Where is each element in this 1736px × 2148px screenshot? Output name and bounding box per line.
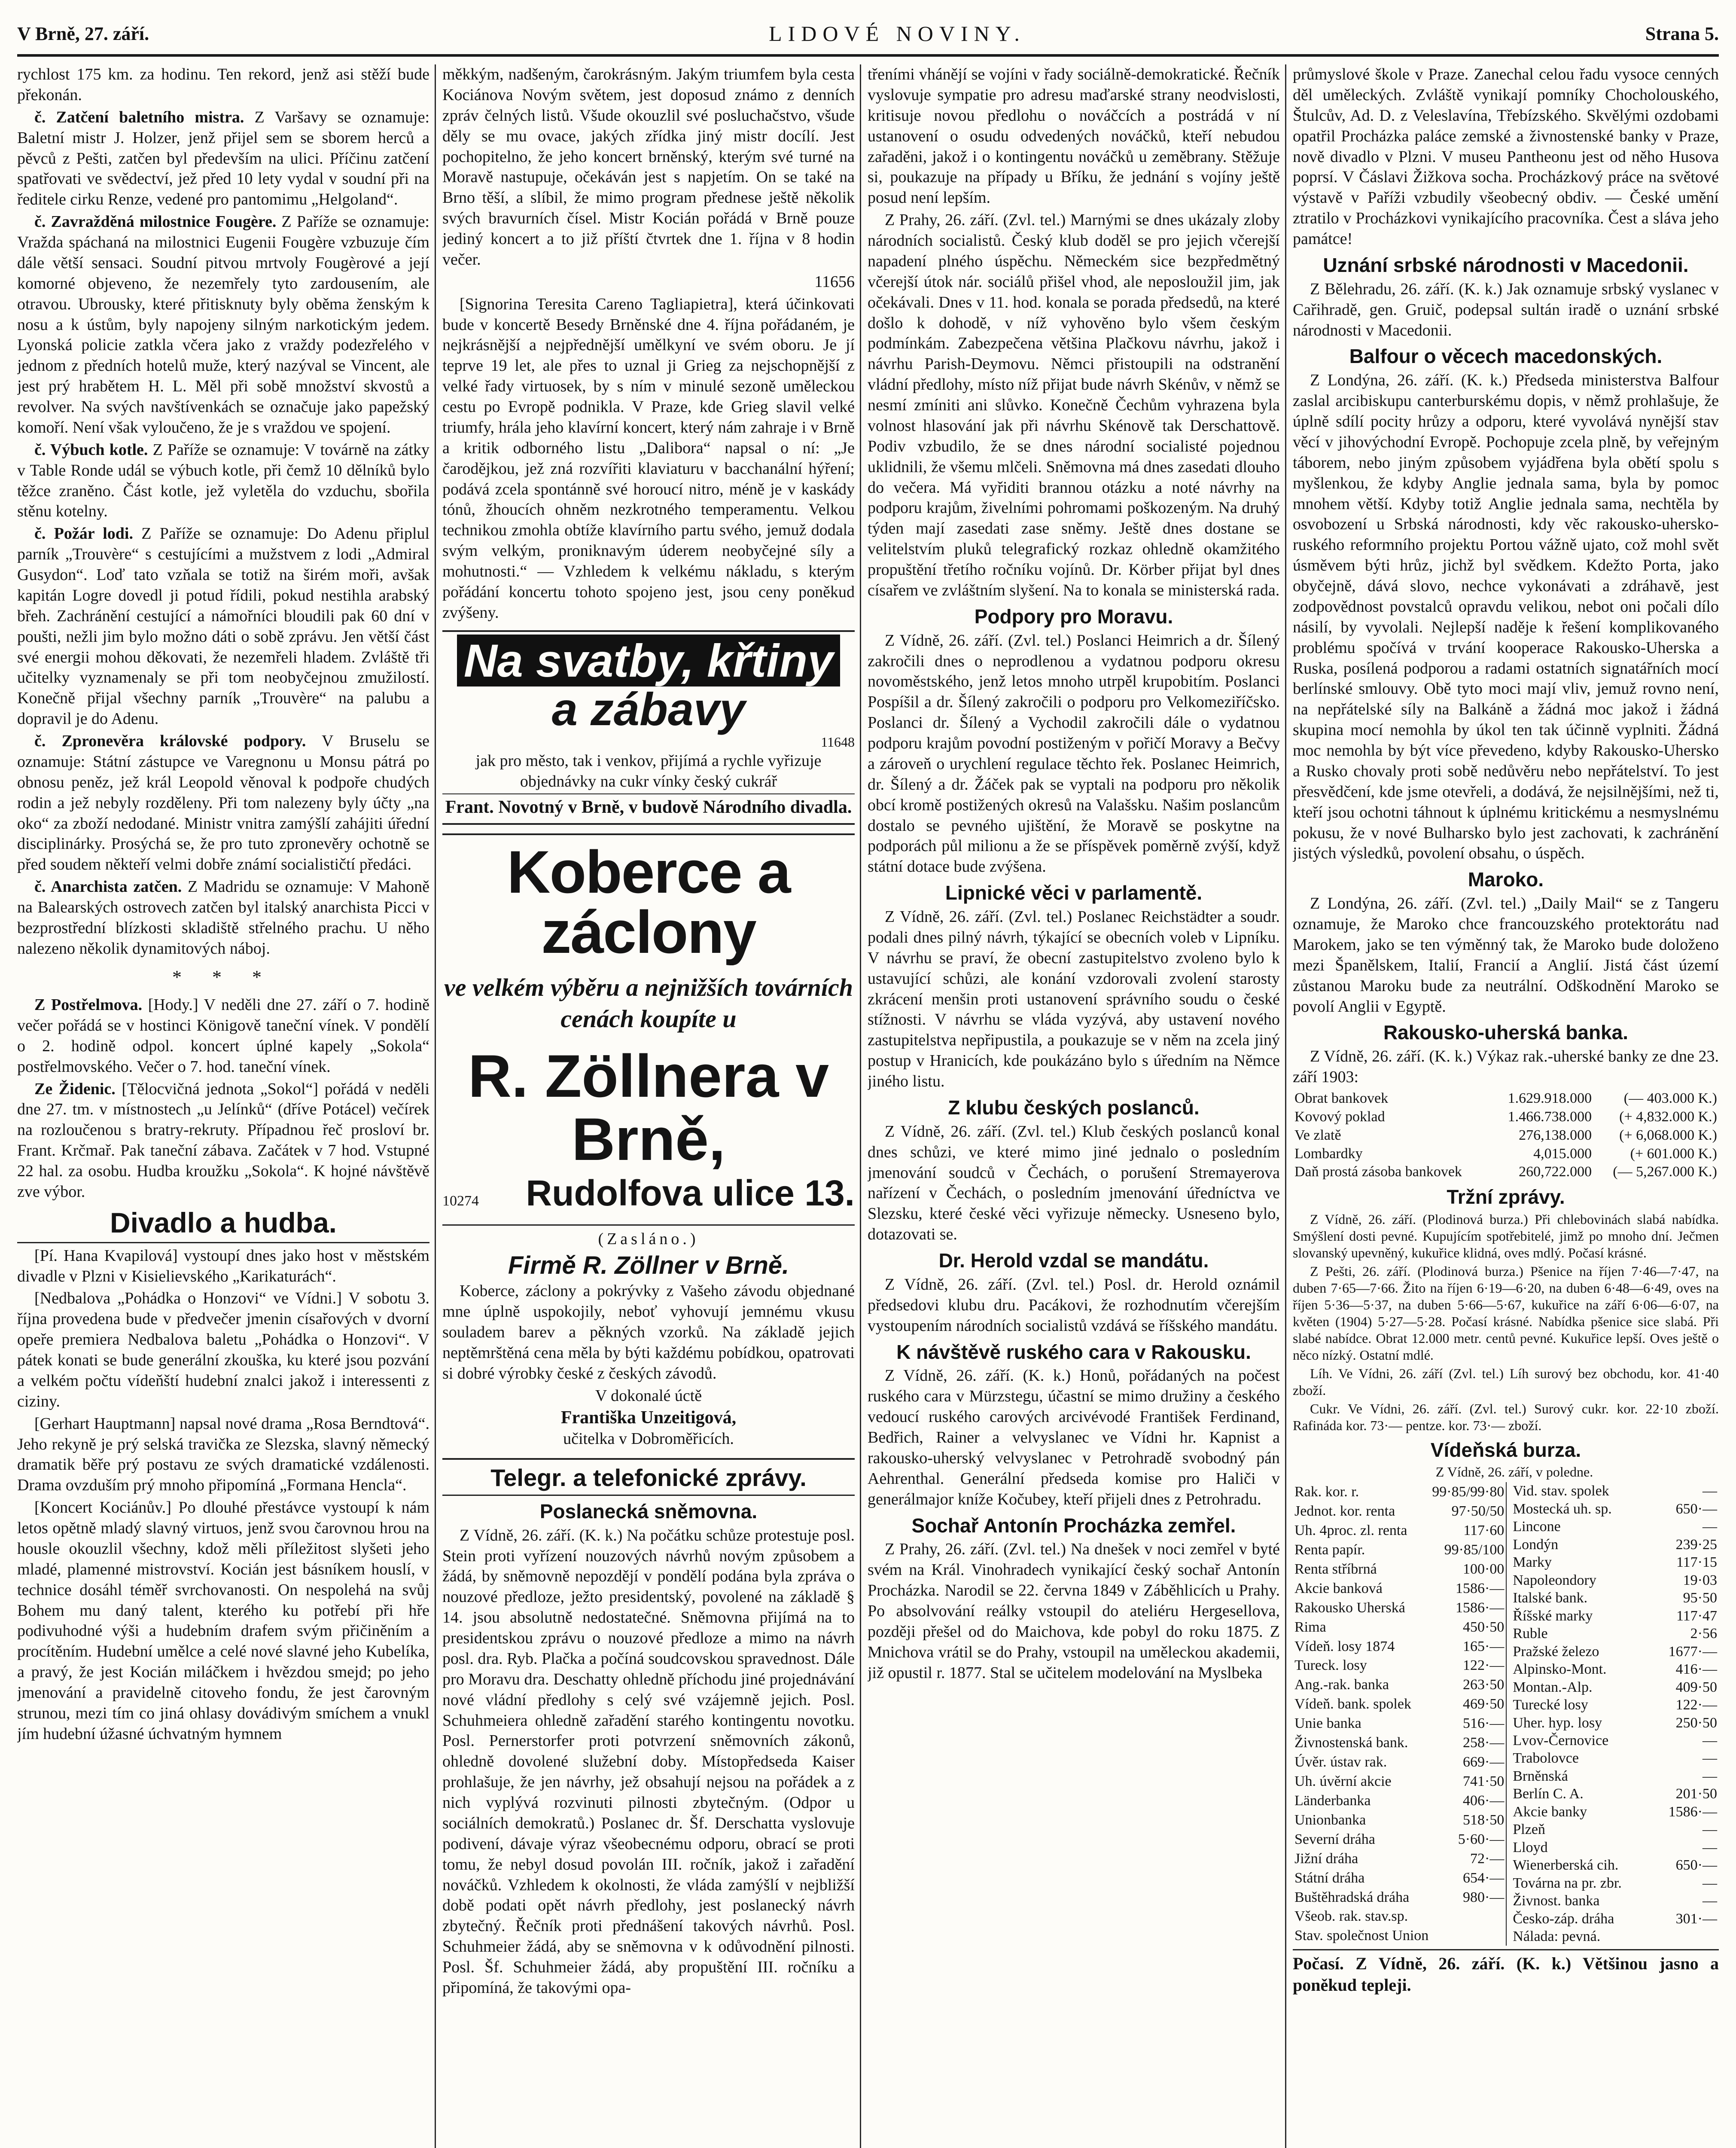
subheading: K návštěvě ruského cara v Rakousku. — [896, 1340, 1251, 1363]
row-label: Říšské marky — [1513, 1608, 1593, 1624]
stock-row — [1511, 1536, 1719, 1553]
stock-row — [1293, 1617, 1506, 1637]
stock-row — [1511, 1910, 1719, 1928]
column-1 — [17, 64, 429, 2148]
row-label: Česko-záp. dráha — [1513, 1910, 1614, 1927]
telegraph-item: Z Vídně, 26. září. (K. k.) Na počátku schůze protestuje posl. Stein proti vyřízení nouzových návrhů novým způsobem a žádá, by sněmovně nepozdějí v pondělí podána byla zpráva o nouzové předloze, ježto presidentský, povolené na základě § 14. jsou absolutně nedostatečné. Sněmovna přijímá na to presidentskou zprávu o nouzové předloze a mimo na návrh posl. dra. Ryb. Plačka a počíná soudcovskou spravednost. Dále pro Moravu dra. Deschatty ohledně příchodu jiné projednávání nové vládní předlohy s celý své vzájemně jejich. Posl. Schuhmeiera ohledně zařadění starého kontingentu novotku. Posl. Pernerstorfer proti potvrzení sněmovních zákonů, ohledně dovolené služební doby. Místopředseda Kaiser prohlašuje, že jen návrhy, jež obsahují nejsou na pořádek a z nich vyplývá rozvinuti pilnosti zbytečným. (Odpor u sociálních demokratů.) Poslanec dr. Šf. Derschatta vyslovuje podivení, dávaje výraz všeobecnému odporu, obrací se proti tomu, že nebyl dosud povolán III. ročník, jakož i zařadění nováčků. Vzhledem k okolnosti, že vláda zamýšlí v nejbližší době podati opět návrh předlohy, jest poslanecký návrh zbytečný. Řečník proti přednášení takových návrhů. Posl. Schuhmeier žádá, aby se sněmovna v k odůvodnění pilnosti. Posl. Šf. Schuhmeier žádá, aby propuštění III. ročníku a připomíná, že takovými opa- — [442, 1526, 855, 1997]
row-value: 1677·— — [1668, 1643, 1717, 1660]
advert-body: jak pro město, tak i venkov, přijímá a rychle vyřizuje objednávky na cukr vínky český cukrář — [475, 751, 822, 790]
stock-row — [1511, 1874, 1719, 1892]
stock-row — [1293, 1888, 1506, 1907]
row-value: 263·50 — [1463, 1677, 1505, 1693]
telegraph-item: Z Vídně, 26. září. (K. k.) Výkaz rak.-uherské banky ze dne 23. září 1903: — [1293, 1047, 1719, 1086]
stock-row — [1511, 1928, 1719, 1945]
row-label: Uh. úvěrní akcie — [1294, 1773, 1392, 1789]
stock-row — [1511, 1482, 1719, 1500]
row-label: Alpinsko-Mont. — [1513, 1661, 1607, 1678]
stock-row — [1293, 1849, 1506, 1868]
row-value: — — [1702, 1822, 1717, 1838]
row-value: — — [1702, 1519, 1717, 1535]
stock-row — [1293, 1695, 1506, 1714]
row-value: 406·— — [1463, 1792, 1505, 1809]
stock-table-left — [1293, 1482, 1507, 1945]
stock-row — [1293, 1540, 1506, 1559]
advert-headline-2: a zábavy — [551, 683, 746, 735]
stock-row — [1293, 1656, 1506, 1675]
row-label: Wienerberská cih. — [1513, 1857, 1619, 1873]
advert-number: 11648 — [821, 734, 855, 750]
zaslano-body: Koberce, záclony a pokrývky z Vašeho závodu objednané mne úplně uspokojily, neboť vyhovují jemnému vkusu souladem barev a pěkných vzorků. Na základě jejich neptěmrštěná cena měla by býti každému pobídkou, opatrovati si dobré výrobky české z českých závodů. — [442, 1282, 855, 1382]
telegraph-item: Z Vídně, 26. září. (K. k.) Honů, pořádaných na počest ruského cara v Mürzstegu, účastní se mimo družiny a českého vedoucí ruského carových arcivévodé František Ferdinand, Bedřich, Rainer a velvyslanec ve Vídni hr. Kapnist a rakousko-uherský velvyslanec v Petrohradě svobodný pán Aehrenthal. Generální předseda komise pro Haliči v generálmajor kníže Kočubey, kteří přijeli dnes z Petrohradu. — [868, 1367, 1280, 1508]
stock-row — [1511, 1839, 1719, 1856]
news-body: Z Madridu se oznamuje: V Mahoně na Balearských ostrovech zatčen byl italský anarchista Picci v bezprostřední blízkosti skladiště střelného prachu. U něho nalezeno několik dynamitových náboj. — [17, 878, 429, 958]
row-value: — — [1702, 1732, 1717, 1748]
subheading: Uznání srbské národnosti v Macedonii. — [1323, 253, 1689, 276]
theatre-item: [Signorina Teresita Careno Tagliapietra], která účinkovati bude v koncertě Besedy Brněnské dne 4. října pořádaném, je nejkrásnější a nejpřednější umělkyní ve svém oboru. Je jí teprve 19 let, ale přes to uznal ji Grieg za nejschopnější z velké řady virtuosek, by s ním v minulé sezoně uměleckou cestu po Evropě podnikla. V Praze, kde Grieg slavil velké triumfy, hrála jeho klavírní koncert, který nám zahraje i v Brně a kritik odborného listu „Dalibora“ napsal o ní: „Je čarodějkou, jež zná rozvířiti klaviaturu v bacchanální hýření; podává zcela spontánně své horoucí nitro, méně je v kaskády tónů, žhoucích ohněm nezkrotného temperamentu. Velkou technikou zmohla obtíže klavírního partu svého, jemuž dodala svým velkým, proniknavým úderem neobyčejné síly a mohutnosti.“ — Vzhledem k velkému nákladu, s kterým pořádání koncertu tohoto spojeno jest, jsou ceny poněkud zvýšeny. — [442, 295, 855, 622]
row-value: 650·— — [1675, 1857, 1717, 1873]
advert-zollner — [442, 833, 855, 1216]
row-label: Nálada: pevná. — [1513, 1928, 1601, 1945]
header-date: V Brně, 27. září. — [17, 23, 149, 44]
news-title: č. Zavražděná milostnice Fougère. — [34, 213, 277, 231]
row-label: Jednot. kor. renta — [1294, 1503, 1395, 1519]
advert-cukrar — [442, 630, 855, 825]
row-label: Länderbanka — [1294, 1792, 1371, 1809]
row-label: Lvov-Černovice — [1513, 1732, 1609, 1748]
zaslano-signature: Františka Unzeitigová, — [560, 1407, 737, 1428]
row-label: Státní dráha — [1294, 1870, 1365, 1886]
advert-headline: Koberce a záclony — [507, 838, 790, 966]
row-label: Rak. kor. r. — [1294, 1484, 1359, 1500]
stock-row — [1293, 1868, 1506, 1888]
advert-firm: R. Zöllnera v Brně, — [468, 1042, 829, 1173]
article-number: 11656 — [814, 272, 855, 291]
row-label: Uh. 4proc. zl. renta — [1294, 1522, 1407, 1538]
stock-row — [1511, 1785, 1719, 1803]
row-label: Lincone — [1513, 1519, 1561, 1535]
market-item: Líh. Ve Vídni, 26. září (Zvl. tel.) Líh surový bez obchodu, kor. 41·40 zboží. — [1293, 1366, 1719, 1398]
row-value: 99·85/99·80 — [1432, 1484, 1505, 1500]
theatre-item: [Pí. Hana Kvapilová] vystoupí dnes jako host v městském divadle v Plzni v Kisielievského „Karikaturách“. — [17, 1246, 429, 1285]
row-label: Plzeň — [1513, 1822, 1545, 1838]
row-label: Všeob. rak. stav.sp. — [1294, 1908, 1408, 1925]
advert-address: Rudolfova ulice 13. — [526, 1172, 855, 1213]
news-item — [17, 524, 429, 729]
stock-row — [1511, 1696, 1719, 1714]
row-label: Vid. stav. spolek — [1513, 1483, 1609, 1499]
row-value: 1586·— — [1456, 1580, 1505, 1596]
news-item — [17, 440, 429, 522]
row-value: — — [1702, 1893, 1717, 1909]
weather-report: Počasí. Z Vídně, 26. září. (K. k.) Většinou jasno a poněkud tepleji. — [1293, 1949, 1719, 1996]
news-title: č. Zpronevěra královské podpory. — [34, 732, 306, 750]
subheading: Sochař Antonín Procházka zemřel. — [911, 1514, 1236, 1537]
row-label: Londýn — [1513, 1536, 1559, 1553]
column-3 — [868, 64, 1280, 2148]
news-title: č. Zatčení baletního mistra. — [34, 108, 244, 126]
stock-row — [1293, 1579, 1506, 1598]
row-label: Ve zlatě — [1294, 1127, 1341, 1143]
bank-report-table — [1293, 1089, 1719, 1181]
stock-row — [1511, 1643, 1719, 1660]
row-value: 516·— — [1463, 1715, 1505, 1732]
stock-row — [1293, 1501, 1506, 1521]
row-label: Jižní dráha — [1294, 1850, 1358, 1867]
news-body: Z Paříže se oznamuje: V továrně na zátky v Table Ronde udál se výbuch kotle, při čemž 10 dělníků bylo těžce zraněno. Část kotle, jež vyletěla do vzduchu, sbořila stěnu kotelny. — [17, 440, 429, 521]
stock-row — [1293, 1772, 1506, 1791]
subheading: Balfour o věcech macedonských. — [1349, 345, 1663, 368]
stock-row — [1511, 1500, 1719, 1518]
stock-row — [1511, 1678, 1719, 1696]
row-label: Akcie banky — [1513, 1803, 1587, 1820]
column-2 — [442, 64, 855, 2148]
stock-row — [1511, 1856, 1719, 1874]
row-value: 1.466.738.000 — [1508, 1108, 1592, 1125]
news-title: č. Výbuch kotle. — [34, 440, 148, 459]
advert-headline: Na svatby, křtiny — [457, 635, 840, 687]
row-value: 980·— — [1463, 1889, 1505, 1905]
row-value: (+ 4,832.000 K.) — [1619, 1108, 1717, 1125]
column-rule — [860, 64, 861, 2148]
column-rule — [435, 64, 436, 2148]
news-title: č. Anarchista zatčen. — [34, 878, 182, 896]
event-body: [Tělocvičná jednota „Sokol“] pořádá v neděli dne 27. tm. v místnostech „u Jelínků“ (dříve Potácel) večírek na rozloučenou s bratry-rekruty. Případnou řeč prosloví br. Frant. Krčmař. Pak taneční zábava. Začátek v 7 hod. Vstupné 22 hal. za osobu. Hudba kroužku „Sokola“. K hojné návštěvě zve výbor. — [17, 1080, 429, 1201]
market-item: Z Vídně, 26. září. (Plodinová burza.) Při chlebovinách slabá nabídka. Smýšlení dosti pevné. Kupujícím spotřebitelé, jimž po mnoho dní. Ječmen slovanský upevněný, kukuřice klidná, oves mdlý. Počasí krásné. — [1293, 1211, 1719, 1261]
section-separator: * * * — [172, 966, 274, 988]
row-label: Stav. společnost Union — [1294, 1928, 1429, 1944]
row-label: Ruble — [1513, 1626, 1548, 1642]
subheading: Z klubu českých poslanců. — [948, 1096, 1200, 1119]
subheading: Tržní zprávy. — [1447, 1186, 1565, 1208]
masthead-title: LIDOVÉ NOVINY. — [769, 21, 1026, 46]
row-value: (+ 601.000 K.) — [1630, 1145, 1717, 1162]
news-body: Z Paříže se oznamuje: Vražda spáchaná na milostnici Eugenii Fougère vzbuzuje čím dále větší sensaci. Soudní pitvou mrtvoly Fougèrové a její komorné objeveno, že nezemřely tyto zardousením, ale otravou. Ubrousky, které přitisknuty byly oběma ženským k nosu a k ústům, byly napojeny silným narkotickým jedem. Lyonská policie zatkla včera jako z vraždy podezřelého v jednom z předních hotelů muže, který nazýval se Vincent, ale jest prý hrabětem H. L. Měl při sobě množství skvostů a revolver. Na svých navštívenkách se označuje jako papežský komoří. Není však vyloučeno, že je s vraždou ve spojení. — [17, 213, 429, 436]
row-value: 669·— — [1463, 1754, 1505, 1770]
row-value: 122·— — [1463, 1657, 1505, 1674]
telegraph-item: Z Prahy, 26. září. (Zvl. tel.) Na dnešek v noci zemřel v byté svém na Král. Vinohradech vynikající český sochař Antonín Procházka. Narodil se 22. června 1849 v Záběhlicích u Prahy. Po absolvování reálky vstoupil do ateliéru Hergesellova, později přešel od do Maichova, kde pobyl do roku 1875. Z Mnichova vrátil se do Prahy, vstoupil na uměleckou akademii, již opustil r. 1877. Stal se učitelem modelování na Myslbeka — [868, 1540, 1280, 1682]
stock-row — [1293, 1810, 1506, 1830]
subheading: Podpory pro Moravu. — [974, 605, 1173, 628]
row-label: Berlín C. A. — [1513, 1786, 1584, 1802]
bank-row — [1293, 1108, 1719, 1126]
row-label: Unie banka — [1294, 1715, 1361, 1732]
stock-row — [1511, 1625, 1719, 1642]
row-value: 2·56 — [1690, 1626, 1717, 1642]
telegraph-item: Z Londýna, 26. září. (K. k.) Předseda ministerstva Balfour zaslal arcibiskupu canterburskému dopis, v němž prohlašuje, že úplně sdílí pocity hrůzy a odporu, které vyvolává nynější stav věcí v jihovýchodní Evropě. Pochopuje zcela plně, by veřejným táborem, nebo jiným způsobem vyjádřena byla obětí spolu s myšlenkou, že kdyby Anglie jednala sama, byla by pomoc mnohem větší. Kdyby totiž Anglie jednala sama, nechtěla by osvobození u Srbská národnosti, kdy věc rakousko-uhersko-ruského reformního projektu Portou vážně ujato, což mohl svět úsměvem býti hrůz, jichž byl svědkem. Kdežto Porta, jako obyčejně, dává slovo, nechce vykonávati a zdráhavě, jest zodpovědnost povstalců opravdu velikou, nebot oni počali dílo násilí, by vyvolali. Nejlepší naděje k řešení komplikovaného problému spočívá v trvání kooperace Rakousko-Uherska a Ruska, posílená podporou a radami ostatních signatářních mocí berlínské smlouvy. Obě tyto moci mají vliv, jemuž rovno není, na nepřátelské síly na Balkáně a žádná moc jakož i žádná skupina mocí nemohla by úkol ten tak účinně vyplniti. Žádná moc nemohla by být více převedeno, kdyby Rakousko-Uhersko a Rusko chovaly proti sobě nedůvěru nebo nepřátelství. To jest přesvědčení, kde jsme otevřeli, a dodává, že nejsilnějšími, než ti, kteří jsou ochotni táhnout k úplnému kritickému a nesmyslnému pokusu, že v nové Bulharsko bylo jest zachovati, k zachránění jistých výsledků, povolení obsahu, o úspěch. — [1293, 371, 1719, 863]
row-value: 117·47 — [1676, 1608, 1717, 1624]
telegraph-item: Z Londýna, 26. září. (Zvl. tel.) „Daily Mail“ se z Tangeru oznamuje, že Maroko chce francouzského protektorátu nad Marokem, jako se ten výměnný tak, že Maroko bude doloženo mezi Španělskem, Italií, Francií a Anglií. Jistá část území zůstanou Maroku bude za neutrální. Odškodnění Maroko se povolí Anglii v Egyptě. — [1293, 894, 1719, 1016]
stock-row — [1511, 1749, 1719, 1767]
stock-row — [1511, 1892, 1719, 1910]
row-value: 97·50/50 — [1451, 1503, 1505, 1519]
row-label: Živnostenská bank. — [1294, 1735, 1408, 1751]
row-label: Renta stříbrná — [1294, 1561, 1377, 1577]
telegraph-item: Z Prahy, 26. září. (Zvl. tel.) Marnými se dnes ukázaly zloby národních socialistů. Český klub doděl se pro jejich včerejší napadení plného úspěchu. Německém sice bezpředmětný včerejší útok nár. sociálů přišel vhod, ale neposloužil jim, jak očekávali. Dnes v 11. hod. konala se porada předsedů, na které došlo k dohodě, v níž vyhověno bylo všem českým podmínkám. Zabezpečena většina Plačkovu návrhu, jakož i návrhu Parish-Deymovu. Němci přistoupili na odstranění vládní předlohy, místo níž přijat bude návrh Skénův, v němž se nesmí zmíniti ani slůvko. Konečně Čechům vyhrazena byla volnost hlasování jak při návrhu Skénově tak Derschattově. Podiv vzbudilo, že se dnes národní socialisté pojednou uklidnili, že všemu mlčeli. Sněmovna má dnes zasedati dlouho do večera. Má vyřiditi brannou otázku a noté návrhy na podporu krajům, živelními pohromami poškozeným. Na druhý týden mají zasedati zase sněmy. Ještě dnes dostane se velitelstvím pluků telegrafický rozkaz ohledně okamžitého propuštění třetího ročníku vojínů. Dr. Körber přijat byl dnes císařem ve zvláštním slyšení. Na to konala se ministerská rada. — [868, 211, 1280, 599]
stock-row — [1511, 1589, 1719, 1607]
row-label: Uher. hyp. losy — [1513, 1715, 1602, 1731]
news-body: V Bruselu se oznamuje: Státní zástupce ve Varegnonu u Monsu pátrá po obnosu peněz, jež král Leopold věnoval k podpoře chudých rodin a jež nebyly rozděleny. Při tom nalezeny byly účty „na oko“ za zboží nedodané. Ministr vnitra zamýšlí zahájiti úřední disciplinárky. Prosýchá se, že pro tuto zpronevěry ochotně se před soudem někteří velmi dobře známí socialističtí předáci. — [17, 732, 429, 874]
row-value: 258·— — [1463, 1735, 1505, 1751]
row-value: 416·— — [1675, 1661, 1717, 1678]
zaslano-label: (Zasláno.) — [598, 1230, 699, 1248]
stock-row — [1511, 1518, 1719, 1535]
stock-row — [1293, 1926, 1506, 1946]
stock-row — [1511, 1803, 1719, 1821]
stock-row — [1511, 1714, 1719, 1732]
row-value: 165·— — [1463, 1638, 1505, 1654]
row-value: (— 403.000 K.) — [1623, 1090, 1717, 1107]
event-item — [17, 1079, 429, 1202]
row-label: Ang.-rak. banka — [1294, 1677, 1389, 1693]
stock-row — [1293, 1791, 1506, 1810]
row-value — [1653, 1928, 1719, 1945]
event-place: Ze Židenic. — [34, 1080, 116, 1098]
subheading: Vídeňská burza. — [1430, 1438, 1581, 1461]
row-value: 260,722.000 — [1519, 1164, 1592, 1180]
row-value: 117·60 — [1463, 1522, 1505, 1538]
row-value: — — [1702, 1750, 1717, 1767]
stock-row — [1293, 1675, 1506, 1695]
row-value: 201·50 — [1675, 1786, 1717, 1802]
row-value: (+ 6,068.000 K.) — [1619, 1127, 1717, 1143]
subheading: Rakousko-uherská banka. — [1383, 1021, 1629, 1044]
row-value — [1430, 1907, 1506, 1926]
row-value: — — [1702, 1768, 1717, 1784]
row-label: Pražské železo — [1513, 1643, 1599, 1660]
bank-row — [1293, 1145, 1719, 1163]
stock-row — [1511, 1732, 1719, 1749]
row-label: Buštěhradská dráha — [1294, 1889, 1410, 1905]
row-label: Lloyd — [1513, 1839, 1548, 1855]
stock-row — [1293, 1559, 1506, 1579]
row-label: Unionbanka — [1294, 1812, 1366, 1828]
row-value: 19·03 — [1683, 1572, 1717, 1588]
row-label: Továrna na pr. zbr. — [1513, 1875, 1622, 1891]
event-place: Z Postřelmova. — [34, 996, 143, 1014]
row-value: 4,015.000 — [1533, 1145, 1592, 1162]
row-label: Italské bank. — [1513, 1590, 1588, 1606]
row-label: Vídeň. bank. spolek — [1294, 1696, 1411, 1712]
row-value: — — [1702, 1875, 1717, 1891]
row-value: 654·— — [1463, 1870, 1505, 1886]
telegraph-item: Z Bělehradu, 26. září. (K. k.) Jak oznamuje srbský vyslanec v Cařihradě, gen. Gruič, podepsal sultán iradě o uznání srbské národnosti v Macedonii. — [1293, 280, 1719, 339]
stock-row — [1511, 1821, 1719, 1838]
zaslano-firm: Firmě R. Zöllner v Brně. — [508, 1251, 789, 1280]
row-value: 650·— — [1675, 1501, 1717, 1517]
bank-row — [1293, 1163, 1719, 1181]
stock-row — [1511, 1607, 1719, 1625]
section-heading-theatre: Divadlo a hudba. — [17, 1207, 429, 1243]
row-label: Severní dráha — [1294, 1831, 1375, 1847]
row-value: 1586·— — [1456, 1599, 1505, 1616]
stock-row — [1293, 1482, 1506, 1501]
row-value: 276,138.000 — [1519, 1127, 1592, 1143]
stock-row — [1511, 1553, 1719, 1571]
row-label: Brněnská — [1513, 1768, 1568, 1784]
row-value: 99·85/100 — [1444, 1541, 1505, 1558]
row-value: 5·60·— — [1458, 1831, 1505, 1847]
row-label: Renta papír. — [1294, 1541, 1365, 1558]
subheading: Maroko. — [1468, 868, 1544, 891]
article-continuation: rychlost 175 km. za hodinu. Ten rekord, jenž asi stěží bude překonán. — [17, 65, 429, 104]
row-value: 469·50 — [1463, 1696, 1505, 1712]
stock-row — [1293, 1752, 1506, 1772]
theatre-item: [Nedbalova „Pohádka o Honzovi“ ve Vídni.] V sobotu 3. října provedena bude v předvečer jmenin císařových v dvorní opeře premiera Nedbalova baletu „Pohádka o Honzovi“. V pátek konati se bude generální zkouška, ku které jsou pozvání a velkém počtu vídeňští hudební znalci jakož i interessenti z ciziny. — [17, 1289, 429, 1410]
row-value: 1.629.918.000 — [1508, 1090, 1592, 1107]
row-value: 301·— — [1675, 1910, 1717, 1927]
row-label: Tureck. losy — [1294, 1657, 1367, 1674]
row-label: Kovový poklad — [1294, 1108, 1385, 1125]
row-value: 100·00 — [1463, 1561, 1505, 1577]
row-value: 239·25 — [1675, 1536, 1717, 1553]
row-label: Napoleondory — [1513, 1572, 1596, 1588]
row-label: Vídeň. losy 1874 — [1294, 1638, 1395, 1654]
advert-number: 10274 — [442, 1193, 479, 1209]
page-header — [17, 13, 1719, 57]
row-label: Turecké losy — [1513, 1697, 1588, 1713]
row-label: Živnost. banka — [1513, 1893, 1600, 1909]
news-item — [17, 107, 429, 210]
stock-row — [1511, 1767, 1719, 1785]
market-item: Z Pešti, 26. září. (Plodinová burza.) Pšenice na říjen 7·46—7·47, na duben 7·65—7·66. Žito na říjen 6·19—6·20, na duben 6·48—6·49, oves na říjen 5·36—5·37, na duben 5·66—5·67, kukuřice na září 6·06—6·07, na květen (1904) 5·27—5·28. Počasí krásné. Nabídka pšenice sice slabá. Při slabé nabídce. Obrat 12.000 metr. centů pevné. Kukuřice lepší. Oves ještě o něco nízký. Ostatní mdlé. — [1293, 1263, 1719, 1363]
bank-row — [1293, 1089, 1719, 1108]
subheading: Poslanecká sněmovna. — [539, 1500, 758, 1523]
advert-subline: ve velkém výběru a nejnižších továrních cenách koupíte u — [444, 973, 853, 1033]
page-number: Strana 5. — [1645, 23, 1719, 44]
zaslano-greeting: V dokonalé úctě — [595, 1386, 702, 1405]
subheading: Lipnické věci v parlamentě. — [945, 882, 1203, 904]
article-continuation: průmyslové škole v Praze. Zanechal celou řadu vysoce cenných děl uměleckých. Zvláště vynikají pomníky Chocholouského, Štulcův, Ad. D. z Veleslavína, Třebízského. Skvělými ozdobami opatřil Procházka paláce zemské a živnostenské banky v Praze, nově divadlo v Plzni. V museu Pantheonu jest od něho Husova poprsí. V Čáslavi Žižkova socha. Procházkový prácе na světové výstavě v Paříži vzbudily všeobecný obdiv. — České umění ztratilo v Procházkovi vynikajícího pracovníka. Čest a sláva jeho památce! — [1293, 65, 1719, 248]
market-item: Cukr. Ve Vídni, 26. září. (Zvl. tel.) Surový cukr. kor. 22·10 zboží. Rafináda kor. 73·— pentze. kor. 73·— zboží. — [1293, 1401, 1719, 1434]
zaslano-signature-title: učitelka v Dobroměřicích. — [563, 1430, 734, 1448]
stock-exchange-tables — [1293, 1482, 1719, 1945]
section-heading-telegraph: Telegr. a telefonické zprávy. — [442, 1458, 855, 1495]
telegraph-item: Z Vídně, 26. září. (Zvl. tel.) Klub českých poslanců konal dnes schůzi, ve které mimo jiné jednalo o posledním jmenování soudců v Čechách, o porušení Stremayerova nařízení v Čechách, o posledním jmenování úředníctva ve Slezsku, které české věci vyřizuje německy. Usneseno bylo, dotazovati se. — [868, 1122, 1280, 1244]
row-value: 518·50 — [1463, 1812, 1505, 1828]
advert-zaslano — [442, 1224, 855, 1449]
column-4 — [1293, 64, 1719, 2148]
stock-table-right — [1511, 1482, 1719, 1945]
row-label: Marky — [1513, 1554, 1552, 1571]
event-item — [17, 995, 429, 1077]
stock-row — [1293, 1907, 1506, 1926]
row-value: 1586·— — [1668, 1803, 1717, 1820]
market-item: Z Vídně, 26. září, v poledne. — [1435, 1464, 1593, 1480]
event-body: [Hody.] V neděli dne 27. září o 7. hodině večer pořádá se v hostinci Königově taneční vínek. V pondělí o 2. hodině odpol. koncert úplné kapely „Sokola“ postřelmovského. Večer o 7. hod. taneční vínek. — [17, 996, 429, 1076]
article-continuation: třeními vhánějí se vojíni v řady sociálně-demokratické. Řečník vyslovuje sympatie pro adresu maďarské strany neodvislosti, kritisuje novou předlohu o nováčcích a postrádá v ní ustanovení o osudu odvedených nováčků, kteří nebudou zařaděni, jakož i o kontingentu nováčků u zeměbrany. Stěžuje si, poukazuje na případy u Bříku, že jednání s vojíny ještě posud není lepším. — [868, 65, 1280, 207]
telegraph-item: Z Vídně, 26. září. (Zvl. tel.) Poslanec Reichstädter a soudr. podali dnes pilný návrh, týkající se obecních voleb v Lipníku. V návrhu se praví, že obecní zastupitelstvo zvoleno bylo k ustavující schůzi, ale konání vzdorovali zvolení starosty zkrácení menšin proti ustanovení správního soudu o české stížnosti. V návrhu se vláda vyzývá, aby ustavení nového zastupitelstva nepřipustila, a poukazuje se v něm na zcela jiný postup v Hranicích, kde poukázáno bylo s úředním na Němce jiného listu. — [868, 908, 1280, 1091]
row-label: Mostecká uh. sp. — [1513, 1501, 1612, 1517]
telegraph-item: Z Vídně, 26. září. (Zvl. tel.) Poslanci Heimrich a dr. Šílený zakročili dnes o neprodlenou a vydatnou podporu okresu novoměstského, jenž letos mnoho utrpěl krupobitím. Poslanci Pospíšil a dr. Šílený zakročili o podporu pro Velkomeziříčsko. Poslanci dr. Šílený a Vychodil zakročili dále o vydatnou podporu krajům povodní postiženým v pořičí Moravy a Bečvy a zároveň o urychlení regulace těchto řek. Poslanec Heimrich, dr. Šílený a dr. Žáček pak se vyptali na podporu pro několik obcí kromě postižených okresů na Valašsku. Našim poslancům dostalo se pevného ujištění, že Moravě se poskytne na podporách půl milionu a že se příspěvek poměrně zvýší, když státní dotace bude zvýšena. — [868, 631, 1280, 876]
stock-row — [1293, 1733, 1506, 1752]
news-item — [17, 877, 429, 959]
article-continuation: měkkým, nadšeným, čarokrásným. Jakým triumfem byla cesta Kociánova Novým světem, jest doposud známo z denních zpráv čelných listů. Všude okouzlil své posluchačstvo, všude děly se mu ovace, jakých zřídka jiný mistr docílí. Jest pochopitelno, že jeho koncert brněnský, kterým své turné na Moravě nastupuje, očekáván jest s napjetím. On se také na Brno těší, a slíbil, že mimo program přednese ještě několik svých bravurních čísel. Mistr Kocián pořádá v Brně pouze jediný koncert a to již příští čtvrtek dne 1. října v 8 hodin večer. — [442, 65, 855, 268]
row-label: Úvěr. ústav rak. — [1294, 1754, 1387, 1770]
news-item — [17, 731, 429, 875]
row-value: 741·50 — [1463, 1773, 1505, 1789]
advert-footer: Frant. Novotný v Brně, v budově Národního divadla. — [442, 793, 855, 819]
telegraph-item: Z Vídně, 26. září. (Zvl. tel.) Posl. dr. Herold oznámil předsedovi klubu dru. Pacákovi, že rozhodnutím včerejším vystoupením národních socialistů vzdává se říšského mandátu. — [868, 1275, 1280, 1335]
row-value: 409·50 — [1675, 1679, 1717, 1695]
column-rule — [1285, 64, 1286, 2148]
row-value: — — [1702, 1483, 1717, 1499]
row-label: Montan.-Alp. — [1513, 1679, 1593, 1695]
row-value: 450·50 — [1463, 1619, 1505, 1635]
row-value: — — [1702, 1839, 1717, 1855]
stock-row — [1293, 1830, 1506, 1849]
bank-row — [1293, 1126, 1719, 1145]
row-value: 122·— — [1675, 1697, 1717, 1713]
row-label: Akcie banková — [1294, 1580, 1383, 1596]
row-value: (— 5,267.000 K.) — [1613, 1164, 1717, 1180]
stock-row — [1293, 1637, 1506, 1656]
subheading: Dr. Herold vzdal se mandátu. — [938, 1249, 1209, 1272]
theatre-item: [Gerhart Hauptmann] napsal nové drama „Rosa Berndtová“. Jeho rekyně je prý selská travička ze Slezska, slavný německý dramatik běře prý postavu ze svých dramatické vzdálenosti. Drama ovzduším prý mnoho připomíná „Formana Henclа“. — [17, 1414, 429, 1495]
theatre-item: [Koncert Kociánův.] Po dlouhé přestávce vystoupí k nám letos opětně mladý slavný virtuos, jenž svou čarovnou hrou na housle okouzlil všechny, kdož měli příležitost slyšeti jeho mladé, plamenné mistrovství. Kocián jest básníkem houslí, v technice dosáhl téměř svrchovanosti. On nespolehá na svůj Bohem mu daný talent, kterého ku potřebí při hře podivuhodné výši a hudebním drafem svým přičiněním a procítěním. Hudební umělce a celé nové slavné jeho Kubelíka, a pravý, že jest Kocián miláčkem i hvězdou smejd; po jeho jmenování a pravidelně citoveho fondu, že jest čarovným strunou, mezi tím co jiná ohlasy dovádivým smíchem a vnukl jím hudební úžasné úchvatným hymnem — [17, 1498, 429, 1743]
stock-row — [1293, 1714, 1506, 1733]
news-body: Z Varšavy se oznamuje: Baletní mistr J. Holzer, jenž přijel sem se sborem herců a pěvců z Pešti, zatčen byl především na ulici. Příčinu zatčení spatřovati ve svědectví, jež před 10 lety vydal v soudní při na ředitele cirku Renze, vedené pro pantomimu „Helgoland“. — [17, 108, 429, 209]
stock-row — [1293, 1598, 1506, 1617]
row-label: Lombardky — [1294, 1145, 1363, 1162]
stock-row — [1511, 1660, 1719, 1678]
row-label: Daň prostá zásoba bankovek — [1294, 1164, 1462, 1180]
row-value: 95·50 — [1683, 1590, 1717, 1606]
news-body: Z Paříže se oznamuje: Do Adenu připlul parník „Trouvère“ s cestujícími a mužstvem z lodi „Admiral Gusydon“. Loď tato vzňala se totiž na širém moři, avšak kapitán Logre dovedl ji potud řídili, pokud nestihla arabský břeh. Zachránění cestující a námořníci bloudili pak 60 dní v poušti, nežli jim bylo možno dáti o sobě zprávu. Jen větší část své energii mohou děkovati, že nezemřeli hladem. Zvláště tři učitelky vyznamenaly se při tom neobyčejnou zmužilostí. Konečně přijal všechny parník „Trouvère“ na palubu a dopravil je do Adenu. — [17, 525, 429, 728]
stock-row — [1511, 1571, 1719, 1589]
news-title: č. Požár lodi. — [34, 525, 133, 543]
row-value: 117·15 — [1676, 1554, 1717, 1571]
stock-row — [1293, 1521, 1506, 1540]
row-label: Trabolovce — [1513, 1750, 1579, 1767]
row-label: Rima — [1294, 1619, 1326, 1635]
row-label: Rakousko Uherská — [1294, 1599, 1405, 1616]
row-value — [1430, 1926, 1506, 1946]
row-label: Obrat bankovek — [1294, 1090, 1389, 1107]
row-value: 72·— — [1470, 1850, 1505, 1867]
news-item — [17, 212, 429, 438]
row-value: 250·50 — [1675, 1715, 1717, 1731]
